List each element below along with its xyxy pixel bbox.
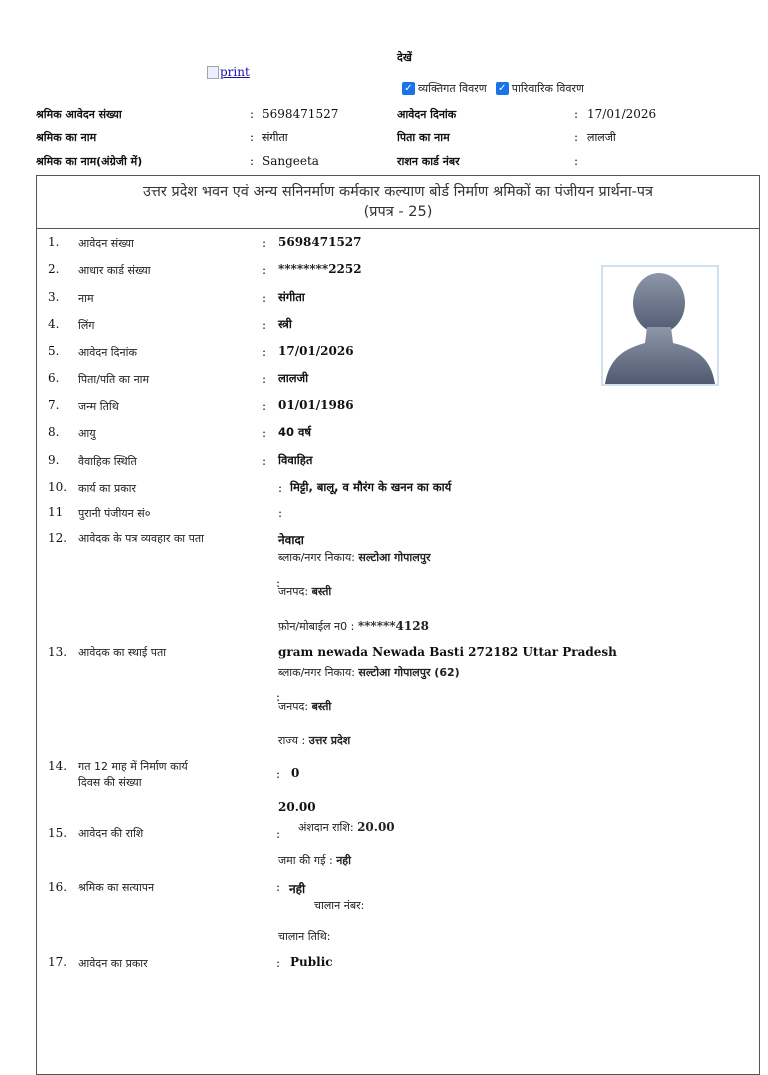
application-type-label: आवेदन का प्रकार [78,957,148,970]
row-number: 12. [48,531,68,545]
worker-name-value: संगीता [262,131,288,144]
family-details-checkbox[interactable] [496,81,584,96]
colon: : [262,345,267,359]
row-label: आवेदन संख्या [78,237,134,250]
worker-verification-label: श्रमिक का सत्यापन [78,881,155,894]
checkmark-icon: ✓ [496,82,509,95]
row-number: 16. [48,880,68,894]
work-days-label-line1: गत 12 माह में निर्माण कार्य [78,760,188,773]
row-label: कार्य का प्रकार [78,482,137,495]
row-value: विवाहित [278,453,313,467]
row-label: पिता/पति का नाम [78,373,150,386]
worker-name-label: श्रमिक का नाम [36,131,97,144]
challan-number-label: चालान नंबर: [314,899,365,912]
district-value: बस्ती [311,585,332,598]
colon: : [250,130,255,144]
challan-date-label: चालान तिथि: [278,930,331,943]
family-details-label: पारिवारिक विवरण [511,82,584,95]
row-number: 15. [48,826,68,840]
row-label: आयु [78,427,96,440]
phone-value: ******4128 [357,619,429,633]
colon: : [262,263,267,277]
colon: : [574,154,579,168]
row-label: जन्म तिथि [78,400,119,413]
application-amount-label: आवेदन की राशि [78,827,144,840]
phone-label: फ़ोन/मोबाईल न0 : [278,620,355,633]
row-value: 40 वर्ष [278,425,312,439]
ration-card-label: राशन कार्ड नंबर [397,155,460,168]
colon: : [276,956,281,970]
row-number: 13. [48,645,68,659]
print-image-icon [207,66,219,79]
row-label: नाम [78,292,94,305]
row-number: 10. [48,480,68,494]
form-title-line1: उत्तर प्रदेश भवन एवं अन्य सनिनर्माण कर्मकार कल्याण बोर्ड निर्माण श्रमिकों का पंजीयन प्रार्थना-पत्र [142,184,654,200]
father-name-value: लालजी [587,131,616,144]
colon: : [574,130,579,144]
work-days-label-line2: दिवस की संख्या [78,776,142,789]
row-number: 3. [48,290,60,304]
row-number: 9. [48,453,60,467]
district-label: जनपद: [278,585,309,598]
permanent-block [278,665,460,680]
row-label: वैवाहिक स्थिति [78,455,137,468]
form-title [36,175,760,229]
print-label: print [220,65,250,79]
correspondence-district [278,584,331,599]
row-value: 5698471527 [278,235,362,249]
contribution-amount [298,820,395,835]
application-date-label: आवेदन दिनांक [397,108,457,121]
contribution-label: अंशदान राशि: [298,821,354,834]
row-value: लालजी [278,371,309,385]
colon: : [276,827,281,841]
colon: : [262,372,267,386]
row-number: 2. [48,262,60,276]
block-value: सल्टोआ गोपालपुर [358,551,431,564]
deposit-status [278,853,351,868]
row-number: 6. [48,371,60,385]
colon: : [262,291,267,305]
colon: : [262,399,267,413]
application-number-label: श्रमिक आवेदन संख्या [36,108,122,121]
father-name-label: पिता का नाम [397,131,450,144]
colon: : [262,318,267,332]
colon: : [250,154,255,168]
row-number: 5. [48,344,60,358]
district-label: जनपद: [278,700,309,713]
colon: : [276,880,281,894]
application-date-value: 17/01/2026 [587,107,657,121]
row-label: आधार कार्ड संख्या [78,264,151,277]
colon: : [574,107,579,121]
row-value: ********2252 [278,262,362,276]
colon: : [250,107,255,121]
personal-details-checkbox[interactable] [402,81,487,96]
row-value: 01/01/1986 [278,398,354,412]
work-days-label [78,759,188,791]
deposit-label: जमा की गई : [278,854,333,867]
row-value: मिट्टी, बालू, व मौरंग के खनन का कार्य [290,480,452,494]
block-label: ब्लाक/नगर निकाय: [278,666,355,679]
avatar-placeholder-icon [603,267,717,384]
view-label: देखें [397,51,412,64]
colon: : [262,236,267,250]
row-label: लिंग [78,319,95,332]
worker-name-english-value: Sangeeta [262,154,319,168]
permanent-state [278,733,350,748]
colon: : [276,690,281,704]
contribution-value: 20.00 [357,820,395,834]
colon: : [278,506,283,520]
state-label: राज्य : [278,734,306,747]
row-number: 11 [48,505,64,519]
block-value: सल्टोआ गोपालपुर (62) [358,666,460,679]
row-number: 14. [48,759,68,773]
row-number: 17. [48,955,68,969]
correspondence-phone [278,619,429,634]
colon: : [278,481,283,495]
application-number-value: 5698471527 [262,107,339,121]
row-value: 17/01/2026 [278,344,354,358]
colon: : [276,576,281,590]
permanent-address-value: gram newada Newada Basti 272182 Uttar Pradesh [278,645,617,659]
row-label: आवेदन दिनांक [78,346,137,359]
application-amount-value: 20.00 [278,800,316,814]
correspondence-village: नेवादा [278,533,304,547]
print-link[interactable] [207,65,250,79]
correspondence-address-label: आवेदक के पत्र व्यवहार का पता [78,532,205,545]
worker-name-english-label: श्रमिक का नाम(अंग्रेजी में) [36,155,143,168]
correspondence-block [278,550,430,565]
colon: : [276,767,281,781]
work-days-value: 0 [291,766,300,780]
permanent-address-label: आवेदक का स्थाई पता [78,646,167,659]
personal-details-label: व्यक्तिगत विवरण [418,82,487,95]
form-title-line2: (प्रपत्र - 25) [363,204,433,220]
block-label: ब्लाक/नगर निकाय: [278,551,355,564]
row-label: पुरानी पंजीयन सं० [78,507,151,520]
permanent-district [278,699,331,714]
row-number: 4. [48,317,60,331]
row-value: संगीता [278,290,305,304]
application-type-value: Public [290,955,333,969]
state-value: उत्तर प्रदेश [308,734,351,747]
district-value: बस्ती [311,700,332,713]
row-value: स्त्री [278,317,292,331]
worker-verification-value: नही [289,882,306,896]
colon: : [262,426,267,440]
applicant-photo [601,265,719,386]
row-number: 8. [48,425,60,439]
row-number: 1. [48,235,60,249]
colon: : [262,454,267,468]
deposit-value: नही [336,854,351,867]
row-number: 7. [48,398,60,412]
checkmark-icon: ✓ [402,82,415,95]
